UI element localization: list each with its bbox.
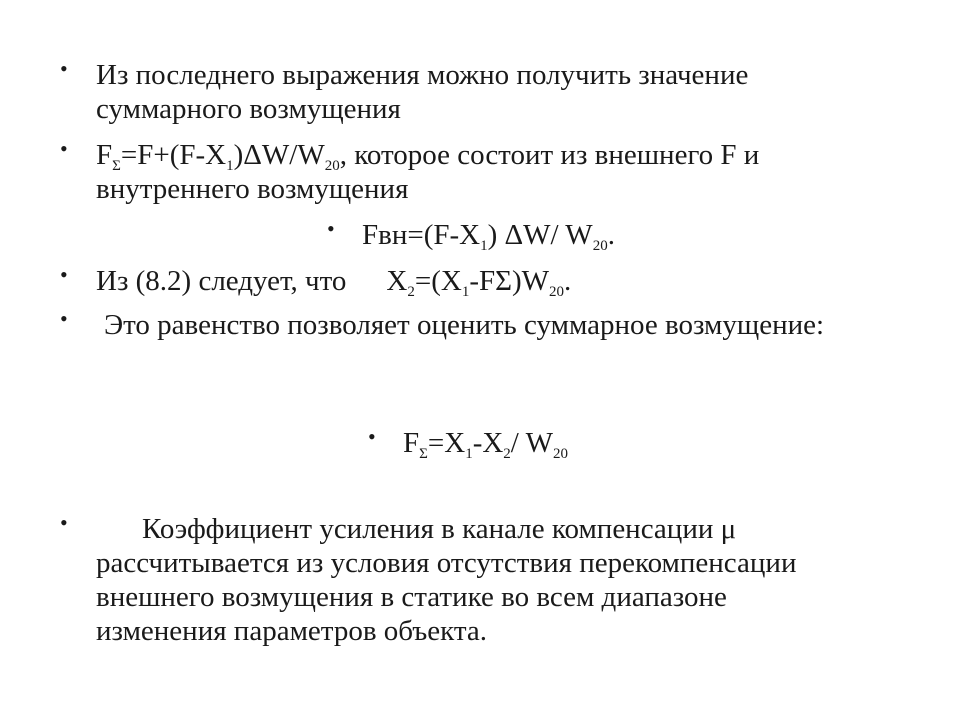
paragraph-5: Это равенство позволяет оценить суммарное возмущение: (104, 309, 825, 341)
paragraph-1 (96, 58, 748, 126)
formula-fvn (362, 218, 615, 252)
paragraph-7-line-3: внешнего возмущения в статике во всем диапазоне (96, 581, 727, 613)
formula-f: F (96, 139, 113, 171)
formula-part-1: =F+(F-X (120, 139, 227, 171)
bullet-1: • (60, 56, 68, 81)
formula-fsigma-f: F (403, 427, 420, 459)
formula-w20-sub: 20 (324, 158, 340, 174)
formula-fvn-prefix: Fвн=(F-X (362, 219, 481, 251)
formula-x2: X (386, 265, 408, 297)
formula-x2-end: . (564, 265, 572, 297)
formula-part-2: )ΔW/W (233, 139, 325, 171)
paragraph-7-line-1 (96, 512, 796, 546)
paragraph-7-line-1-text: Коэффициент усиления в канале компенсации μ (142, 513, 737, 545)
paragraph-1-line-2: суммарного возмущения (96, 93, 401, 125)
formula-fsigma-w20-sub: 20 (552, 446, 568, 462)
paragraph-7-line-4: изменения параметров объекта. (96, 615, 488, 647)
formula-fvn-mid: ) ΔW/ W (487, 219, 593, 251)
formula-fsigma-f-sub: Σ (419, 446, 428, 462)
formula-fvn-x1-sub: 1 (480, 238, 488, 254)
formula-fsigma-minus: -X (472, 427, 504, 459)
formula-x2-x1-sub: 1 (461, 284, 470, 300)
formula-x2-eq: =(X (414, 265, 462, 297)
bullet-6: • (368, 424, 376, 449)
formula-f-sub: Σ (112, 158, 121, 174)
formula-fsigma-eq: =X (427, 427, 466, 459)
bullet-3: • (327, 216, 335, 241)
paragraph-2-rest: , которое состоит из внешнего F и (339, 139, 760, 171)
formula-x2-mid: -FΣ)W (469, 265, 550, 297)
formula-fsigma (403, 426, 568, 460)
bullet-5: • (60, 306, 68, 331)
formula-x1-sub: 1 (226, 158, 234, 174)
formula-x2-sub: 2 (407, 284, 415, 300)
paragraph-2 (96, 138, 759, 206)
formula-fsigma-x1-sub: 1 (465, 446, 473, 462)
bullet-7: • (60, 510, 68, 535)
formula-fsigma-x2-sub: 2 (503, 446, 511, 462)
paragraph-4 (96, 264, 571, 298)
formula-fvn-end: . (607, 219, 615, 251)
paragraph-7-line-2: рассчитывается из условия отсутствия перекомпенсации (96, 547, 797, 579)
paragraph-2-line-1 (96, 138, 759, 172)
bullet-2: • (60, 136, 68, 161)
paragraph-2-line-2: внутреннего возмущения (96, 173, 409, 205)
paragraph-1-line-1: Из последнего выражения можно получить значение (96, 59, 749, 91)
paragraph-7 (96, 512, 796, 648)
formula-fvn-w20-sub: 20 (592, 238, 608, 254)
bullet-4: • (60, 262, 68, 287)
formula-fsigma-slash: / W (510, 427, 553, 459)
formula-x2-w20-sub: 20 (549, 284, 565, 300)
paragraph-4-prefix: Из (8.2) следует, что (96, 265, 347, 297)
